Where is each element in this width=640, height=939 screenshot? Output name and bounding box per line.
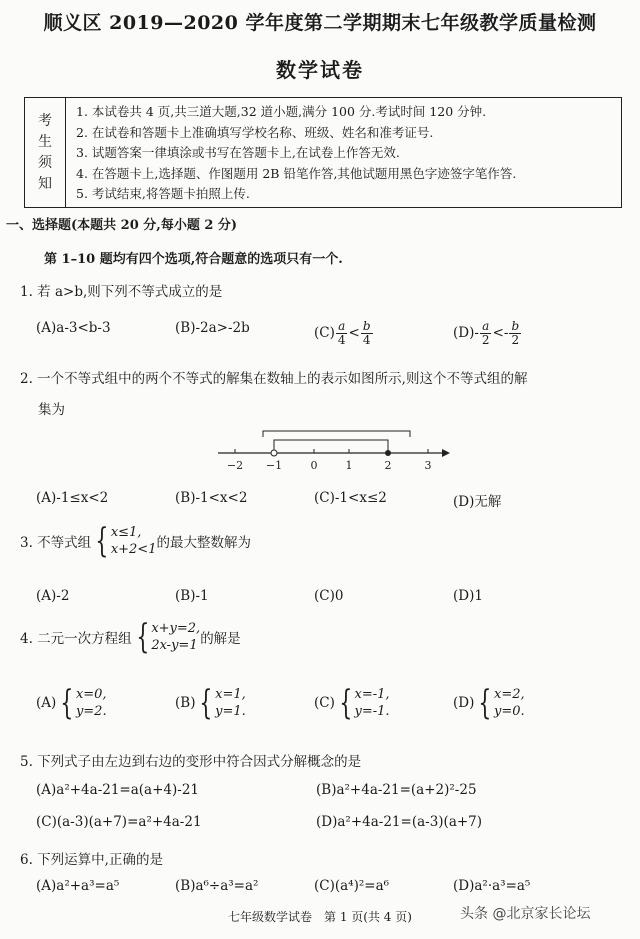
denominator: 2 — [511, 333, 520, 347]
question-5-options-row2 — [36, 814, 626, 830]
page-footer: 七年级数学试卷 第 1 页(共 4 页) — [228, 910, 412, 924]
option-d[interactable]: (D)a²+4a-21=(a-3)(a+7) — [316, 814, 483, 830]
denominator: 4 — [362, 333, 371, 347]
inequality-system — [91, 521, 157, 561]
option-a[interactable]: (A)a-3<b-3 — [36, 320, 111, 336]
denominator: 4 — [337, 333, 346, 347]
fraction — [480, 320, 492, 347]
notice-label-char: 考 — [38, 112, 52, 129]
denominator: 2 — [481, 333, 490, 347]
option-label: (C) — [314, 325, 335, 341]
option-d[interactable]: (D)1 — [453, 588, 483, 604]
notice-item: 5. 考试结束,将答题卡拍照上传. — [76, 186, 250, 201]
question-1-options — [36, 320, 626, 347]
option-b[interactable]: (B)-1<x<2 — [175, 490, 248, 506]
stem-text: 3. 不等式组 — [20, 535, 92, 551]
system-line: x=2, — [494, 687, 525, 702]
option-c[interactable]: (C)0 — [314, 588, 344, 604]
tick-label: 1 — [345, 459, 353, 472]
fraction — [336, 320, 348, 347]
fraction — [509, 320, 521, 347]
system-line: y=1. — [215, 704, 246, 719]
brace-icon: { — [339, 683, 353, 723]
system-line: x=0, — [75, 687, 107, 702]
option-b[interactable]: (B)a⁶÷a³=a² — [175, 878, 259, 894]
question-3-options — [36, 588, 626, 604]
closed-point-2 — [385, 450, 391, 456]
tick-label: 3 — [424, 459, 432, 472]
notice-item: 3. 试题答案一律填涂或书写在答题卡上,在试卷上作答无效. — [76, 145, 400, 160]
exam-subtitle: 数学试卷 — [276, 58, 364, 82]
stem-text: 的解是 — [200, 631, 241, 647]
question-3-stem — [20, 521, 251, 561]
watermark: 头条 @北京家长论坛 — [460, 906, 591, 922]
question-1-stem: 1. 若 a>b,则下列不等式成立的是 — [20, 284, 223, 300]
notice-label-char: 知 — [38, 175, 52, 192]
notice-body — [66, 98, 621, 207]
tick-label: −1 — [265, 459, 283, 472]
section-instruction: 第 1–10 题均有四个选项,符合题意的选项只有一个. — [44, 252, 343, 267]
system-line: y=-1. — [354, 704, 390, 719]
option-label: (B) — [175, 695, 196, 711]
question-4-options — [36, 683, 626, 723]
stem-text: 4. 二元一次方程组 — [20, 631, 132, 647]
numerator: b — [511, 319, 520, 333]
question-2-stem-line2: 集为 — [38, 402, 65, 418]
notice-item: 2. 在试卷和答题卡上准确填写学校名称、班级、姓名和准考证号. — [76, 124, 434, 140]
option-b[interactable]: (B)-2a>-2b — [175, 320, 250, 336]
question-5-options-row1 — [36, 782, 626, 798]
open-point-minus-1 — [271, 450, 277, 456]
option-c[interactable] — [314, 683, 453, 723]
solution-bracket-lower — [274, 440, 388, 453]
numerator: b — [362, 319, 371, 333]
system-line: 2x-y=1 — [151, 638, 198, 653]
notice-label-char: 须 — [38, 154, 52, 171]
option-label: (A) — [36, 695, 57, 711]
option-b[interactable]: (B)-1 — [175, 588, 209, 604]
brace-icon: { — [478, 683, 492, 723]
system-line: x+y=2, — [151, 621, 201, 636]
operator: <- — [492, 325, 509, 341]
option-c[interactable]: (C)(a-3)(a+7)=a²+4a-21 — [36, 814, 202, 830]
brace-icon: { — [199, 683, 213, 723]
option-d[interactable] — [453, 320, 592, 347]
exam-title: 顺义区 2019—2020 学年度第二学期期末七年级教学质量检测 — [43, 12, 597, 34]
notice-label-char: 生 — [38, 133, 52, 150]
brace-icon: { — [136, 617, 149, 657]
question-4-stem — [20, 617, 241, 657]
option-c[interactable]: (C)-1<x≤2 — [314, 490, 387, 506]
number-line-figure — [210, 426, 450, 474]
section-heading: 一、选择题(本题共 20 分,每小题 2 分) — [6, 218, 238, 233]
brace-icon: { — [60, 683, 74, 723]
system-line: x=-1, — [354, 687, 390, 702]
question-6-options — [36, 878, 626, 894]
tick-label: −2 — [226, 459, 244, 472]
option-b[interactable]: (B)a²+4a-21=(a+2)²-25 — [316, 782, 477, 798]
option-a[interactable]: (A)-2 — [36, 588, 70, 604]
option-d[interactable] — [453, 683, 592, 723]
option-a[interactable]: (A)-1≤x<2 — [36, 490, 109, 506]
stem-text: 的最大整数解为 — [156, 535, 251, 551]
brace-icon: { — [95, 521, 109, 561]
tick-label: 0 — [310, 459, 318, 472]
option-d[interactable]: (D)a²·a³=a⁵ — [453, 878, 531, 894]
system-line: y=2. — [75, 704, 107, 719]
operator: < — [348, 325, 360, 341]
notice-label — [25, 98, 66, 207]
fraction — [361, 320, 373, 347]
option-d[interactable]: (D)无解 — [453, 494, 502, 510]
question-2-options — [36, 490, 626, 510]
option-a[interactable]: (A)a²+a³=a⁵ — [36, 878, 120, 894]
numerator: a — [482, 319, 490, 333]
system-line: y=0. — [494, 704, 525, 719]
question-6-stem: 6. 下列运算中,正确的是 — [20, 852, 163, 868]
notice-item: 4. 在答题卡上,选择题、作图题用 2B 铅笔作答,其他试题用黑色字迹签字笔作答. — [76, 165, 517, 181]
equation-system — [132, 617, 201, 657]
axis-arrow — [442, 449, 450, 457]
tick-label: 2 — [384, 459, 392, 472]
system-line: x=1, — [215, 687, 246, 702]
candidate-notice-box — [24, 97, 622, 208]
option-a[interactable] — [36, 683, 175, 723]
option-c[interactable] — [314, 320, 453, 347]
option-a[interactable]: (A)a²+4a-21=a(a+4)-21 — [36, 782, 200, 798]
option-b[interactable] — [175, 683, 314, 723]
system-line: x≤1, — [110, 525, 142, 540]
numerator: a — [338, 319, 346, 333]
notice-item: 1. 本试卷共 4 页,共三道大题,32 道小题,满分 100 分.考试时间 120 分钟. — [76, 104, 487, 119]
system-line: x+2<1 — [110, 542, 157, 557]
option-c[interactable]: (C)(a⁴)²=a⁶ — [314, 878, 390, 894]
question-5-stem: 5. 下列式子由左边到右边的变形中符合因式分解概念的是 — [20, 754, 362, 770]
question-2-stem-line1: 2. 一个不等式组中的两个不等式的解集在数轴上的表示如图所示,则这个不等式组的解 — [20, 371, 528, 387]
option-label: (D) — [453, 695, 475, 711]
option-label: (D)- — [453, 325, 479, 341]
option-label: (C) — [314, 695, 335, 711]
solution-bracket-upper — [263, 431, 410, 437]
